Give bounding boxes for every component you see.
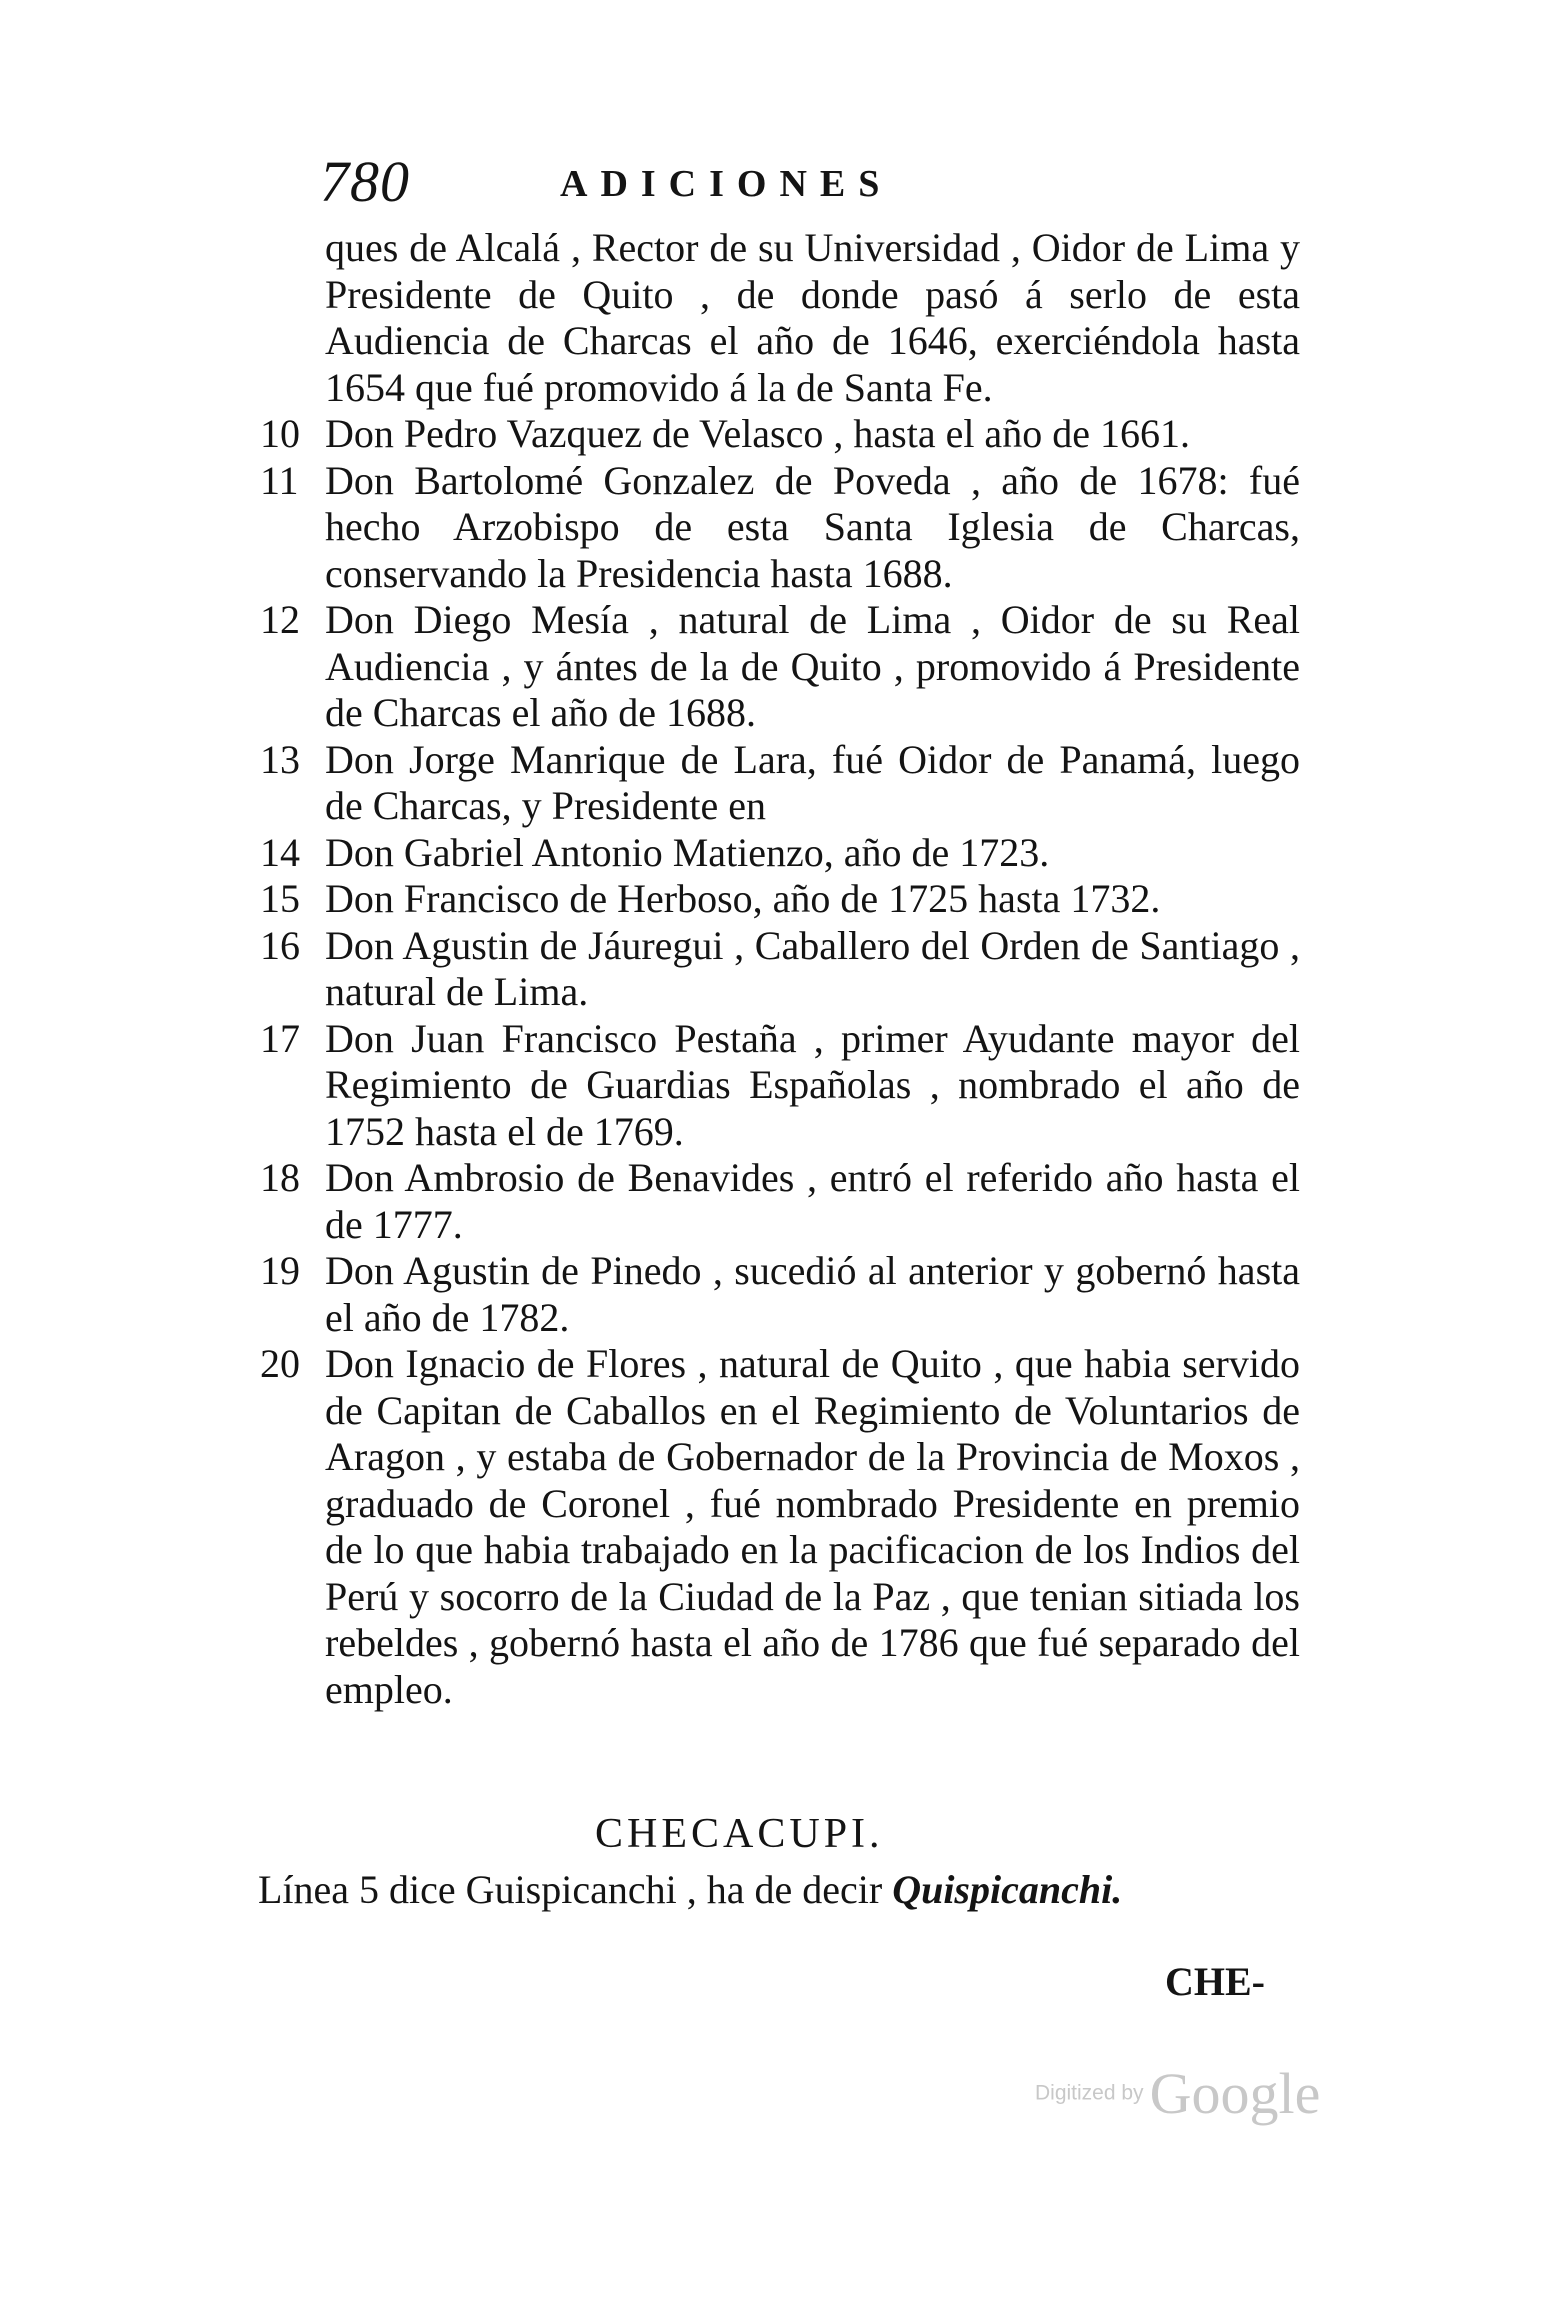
list-item xyxy=(260,1016,1300,1156)
entry-text: Don Gabriel Antonio Matienzo, año de 1723. xyxy=(325,829,1050,875)
entry-text: Don Juan Francisco Pestaña , primer Ayudante mayor del Regimiento de Guardias Españolas , nombrado el año de 1752 hasta el de 1769. xyxy=(325,1015,1300,1154)
entry-text: Don Diego Mesía , natural de Lima , Oidor de su Real Audiencia , y ántes de la de Quito , promovido á Presidente de Charcas el año de 1688. xyxy=(325,597,1300,735)
entry-number: 11 xyxy=(260,457,299,503)
entry-number: 16 xyxy=(260,922,300,968)
list-item xyxy=(260,923,1300,1016)
continuation-paragraph: ques de Alcalá , Rector de su Universidad , Oidor de Lima y Presidente de Quito , de donde pasó á serlo de esta Audiencia de Charcas el año de 1646, exerciéndola hasta 1654 que fué promovido á la de Santa Fe. xyxy=(325,225,1300,410)
entry-number: 20 xyxy=(260,1341,300,1386)
body-text xyxy=(260,225,1300,1713)
entry-text: Don Bartolomé Gonzalez de Poveda , año de 1678: fué hecho Arzobispo de esta Santa Iglesia de Charcas, conservando la Presidencia hasta 1688. xyxy=(325,457,1300,596)
entry-number: 19 xyxy=(260,1248,300,1293)
list-item xyxy=(260,1341,1300,1713)
list-item xyxy=(260,458,1300,598)
list-item xyxy=(260,1248,1300,1341)
list-item xyxy=(260,830,1300,877)
correction-italic-word: Quispicanchi. xyxy=(892,1867,1123,1912)
watermark-logo-text: Google xyxy=(1149,2061,1321,2126)
entry-text: Don Jorge Manrique de Lara, fué Oidor de Panamá, luego de Charcas, y Presidente en xyxy=(325,736,1300,828)
list-item xyxy=(260,876,1300,923)
entry-text: Don Ambrosio de Benavides , entró el referido año hasta el de 1777. xyxy=(325,1155,1300,1247)
entry-text: Don Agustin de Jáuregui , Caballero del Orden de Santiago , natural de Lima. xyxy=(325,922,1300,1014)
running-head: ADICIONES xyxy=(560,163,893,205)
entry-number: 12 xyxy=(260,597,300,642)
list-item xyxy=(260,597,1300,737)
entry-text: Don Francisco de Herboso, año de 1725 hasta 1732. xyxy=(325,876,1161,921)
page-number: 780 xyxy=(320,149,410,214)
entry-text: Don Agustin de Pinedo , sucedió al anterior y gobernó hasta el año de 1782. xyxy=(325,1248,1300,1340)
catchword: CHE- xyxy=(1165,1959,1265,2004)
section-heading: CHECACUPI. xyxy=(595,1811,884,1857)
entry-number: 15 xyxy=(260,876,300,921)
correction-text: Línea 5 dice Guispicanchi , ha de decir xyxy=(258,1867,893,1912)
entry-text: Don Pedro Vazquez de Velasco , hasta el año de 1661. xyxy=(325,411,1190,456)
entry-number: 10 xyxy=(260,411,300,456)
list-item xyxy=(260,411,1300,458)
entry-text: Don Ignacio de Flores , natural de Quito , que habia servido de Capitan de Caballos en el Regimiento de Voluntarios de Aragon , y estaba de Gobernador de la Provincia de Moxos , graduado de Coronel , fué nombrado Presidente en premio de lo que habia trabajado en la pacificacion de los Indios del Perú y socorro de la Ciudad de la Paz , que tenian sitiada los rebeldes , gobernó hasta el año de 1786 que fué separado del empleo. xyxy=(325,1341,1300,1712)
entry-number: 14 xyxy=(260,829,300,875)
entry-number: 18 xyxy=(260,1155,300,1200)
watermark-small-text: Digitized by xyxy=(1035,2081,1144,2105)
entry-number: 13 xyxy=(260,736,300,782)
google-watermark xyxy=(1035,2060,1320,2127)
entry-number: 17 xyxy=(260,1015,300,1061)
list-item xyxy=(260,737,1300,830)
page-header xyxy=(320,148,1020,218)
section-correction-line xyxy=(258,1866,1122,1913)
list-item xyxy=(260,1155,1300,1248)
